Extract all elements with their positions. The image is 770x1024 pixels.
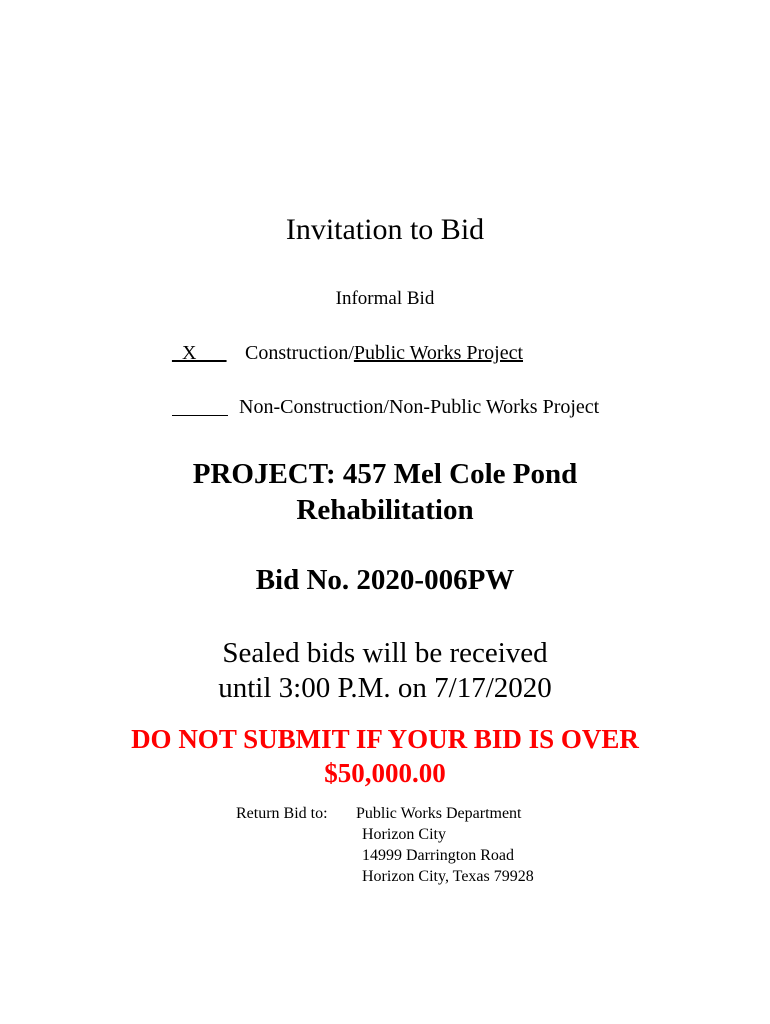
construction-check-mark: _X___ [172, 342, 227, 364]
document-title: Invitation to Bid [285, 213, 485, 246]
deadline-line-1: Sealed bids will be received [222, 637, 548, 669]
return-bid-label: Return Bid to: [236, 805, 328, 822]
return-address-line: Public Works Department [356, 805, 522, 822]
return-address-line: Horizon City [362, 826, 446, 843]
deadline-line-2: until 3:00 P.M. on 7/17/2020 [218, 672, 552, 704]
bid-deadline [0, 636, 770, 706]
return-address-line: 14999 Darrington Road [362, 847, 514, 864]
construction-label-underlined: Public Works Project [353, 342, 524, 364]
project-title-line-1: PROJECT: 457 Mel Cole Pond [192, 458, 578, 490]
nonconstruction-blank-line [172, 415, 228, 416]
bid-limit-warning [0, 722, 770, 790]
construction-option-label [245, 341, 523, 365]
bid-number: Bid No. 2020-006PW [255, 564, 515, 596]
construction-label-prefix: Construction/ [245, 342, 354, 364]
return-address-line: Horizon City, Texas 79928 [362, 868, 534, 885]
nonconstruction-option-label: Non-Construction/Non-Public Works Project [239, 396, 600, 418]
project-title-line-2: Rehabilitation [296, 494, 474, 526]
bid-type-label: Informal Bid [335, 288, 435, 309]
warning-line-2: $50,000.00 [324, 758, 446, 788]
warning-line-1: DO NOT SUBMIT IF YOUR BID IS OVER [131, 724, 639, 754]
project-title [0, 456, 770, 528]
return-address [356, 803, 534, 887]
